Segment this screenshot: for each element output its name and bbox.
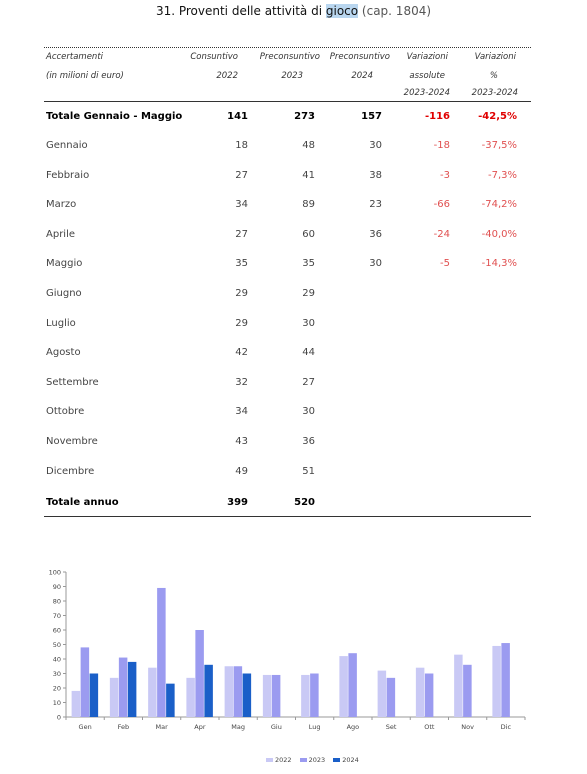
table-rule-end	[44, 516, 531, 517]
cell-v2022: 29	[235, 317, 248, 329]
hdr-col2b: 2023	[281, 71, 303, 81]
bar-2022-Ott	[416, 668, 425, 717]
cell-v2023: 30	[302, 406, 315, 418]
bar-2023-Apr	[195, 630, 204, 717]
bar-2022-Feb	[110, 678, 119, 717]
cell-v2023: 35	[302, 258, 315, 270]
row-total-jan-may: Totale Gennaio - Maggio 141 273 157 -116 -42,5%	[46, 111, 517, 122]
cell-pct: -40,0%	[481, 228, 517, 240]
bar-2022-Gen	[72, 691, 81, 717]
y-tick-label: 100	[48, 568, 61, 577]
header-rule-top	[44, 47, 531, 48]
hdr-col4b: assolute	[409, 71, 445, 81]
cell-v2023: 48	[302, 140, 315, 151]
cell-v2022: 35	[235, 258, 248, 270]
x-tick-label: Nov	[461, 723, 474, 731]
hdr-col4a: Variazioni	[406, 52, 448, 62]
y-tick-label: 10	[52, 699, 61, 707]
cell-v2022: 34	[235, 406, 248, 418]
hdr-col5a: Variazioni	[474, 52, 516, 62]
cell-v2023: 44	[302, 347, 315, 359]
cell-v2024: 36	[369, 228, 382, 240]
x-tick-label: Apr	[194, 723, 206, 731]
bar-2023-Ago	[348, 653, 357, 717]
y-tick-label: 70	[52, 612, 61, 620]
cell-label: Settembre	[46, 376, 99, 388]
bar-2024-Feb	[128, 662, 137, 717]
bar-2022-Mar	[148, 668, 157, 717]
table-row	[0, 318, 587, 332]
cell-label: Dicembre	[46, 465, 95, 477]
table-row	[0, 466, 587, 480]
hdr-col1b: 2022	[216, 71, 238, 81]
x-tick-label: Lug	[308, 723, 321, 731]
page-title: 31. Proventi delle attività di gioco (cap. 1804)	[155, 4, 432, 18]
y-tick-label: 0	[56, 713, 61, 722]
cell-label: Agosto	[46, 347, 81, 359]
cell-v2023: 29	[302, 288, 315, 299]
cell-pct: -37,5%	[481, 140, 517, 151]
cell-label: Ottobre	[46, 406, 85, 418]
x-tick-label: Giu	[270, 723, 282, 731]
cell-v2022: 29	[235, 288, 248, 299]
hdr-col2a: Preconsuntivo	[259, 52, 320, 62]
x-tick-label: Feb	[117, 723, 130, 731]
y-tick-label: 80	[52, 597, 61, 606]
cell-v2022: 27	[235, 228, 248, 240]
cell-v2023: 60	[302, 228, 315, 240]
bar-2023-Mag	[234, 666, 243, 717]
bar-2022-Ago	[339, 656, 348, 717]
cell-v2022: 49	[235, 465, 248, 477]
table-row	[0, 170, 587, 184]
cell-v2023: 36	[302, 436, 315, 447]
y-tick-label: 40	[52, 655, 61, 664]
hdr-col5b: %	[489, 71, 498, 81]
bar-2023-Set	[387, 678, 396, 717]
cell-label: Aprile	[46, 228, 76, 240]
cell-v2022: 42	[235, 347, 248, 359]
bar-2023-Mar	[157, 588, 166, 717]
hdr-col3b: 2024	[351, 71, 373, 81]
cell-label: Gennaio	[46, 140, 88, 151]
bar-2023-Feb	[119, 658, 128, 717]
chart-legend	[266, 756, 365, 764]
legend-2023: 2023	[300, 756, 326, 764]
cell-label: Marzo	[46, 199, 77, 211]
cell-label: Febbraio	[46, 169, 90, 181]
table-row	[0, 288, 587, 302]
cell-abs: -24	[433, 228, 450, 240]
x-tick-label: Dic	[500, 723, 512, 731]
row-total-year: Totale annuo 399 520	[46, 497, 315, 508]
cell-v2023: 89	[302, 199, 315, 211]
y-tick-label: 60	[52, 626, 61, 635]
legend-2024: 2024	[333, 756, 359, 764]
y-tick-label: 20	[52, 684, 61, 693]
title-highlight: gioco	[325, 4, 359, 18]
bar-2022-Nov	[454, 655, 463, 717]
table-row	[0, 347, 587, 361]
bar-2024-Mag	[243, 674, 252, 718]
cell-label: Maggio	[46, 258, 83, 270]
cell-v2024: 38	[369, 169, 382, 181]
table-row	[0, 258, 587, 272]
y-tick-label: 90	[52, 583, 61, 591]
y-tick-label: 30	[52, 670, 61, 678]
table-row	[0, 377, 587, 391]
legend-2022: 2022	[266, 756, 292, 764]
cell-v2023: 30	[302, 317, 315, 329]
bar-2023-Nov	[463, 665, 472, 717]
cell-pct: -74,2%	[481, 199, 517, 211]
x-tick-label: Ott	[424, 723, 435, 731]
cell-abs: -5	[440, 258, 450, 270]
header-rule-bottom	[44, 101, 531, 102]
hdr-col5c: 2023-2024	[471, 88, 518, 98]
cell-label: Luglio	[46, 317, 76, 329]
bar-2024-Gen	[90, 674, 99, 718]
bar-2022-Set	[378, 671, 387, 717]
cell-v2024: 23	[369, 199, 382, 211]
bar-2022-Mag	[225, 666, 234, 717]
cell-pct: -7,3%	[487, 169, 517, 181]
hdr-col1a: Consuntivo	[190, 52, 238, 62]
bar-2023-Lug	[310, 674, 319, 718]
bar-2024-Mar	[166, 684, 175, 717]
table-row	[0, 199, 587, 213]
table-row	[0, 229, 587, 243]
bar-2024-Apr	[204, 665, 213, 717]
hdr-label1: Accertamenti	[46, 52, 104, 62]
x-tick-label: Gen	[78, 723, 92, 731]
table-row	[0, 436, 587, 450]
bar-2022-Lug	[301, 675, 310, 717]
hdr-col3a: Preconsuntivo	[329, 52, 390, 62]
bar-2022-Dic	[492, 646, 501, 717]
title-cap: (cap. 1804)	[358, 4, 432, 18]
cell-v2022: 32	[235, 376, 248, 388]
x-tick-label: Set	[385, 723, 397, 731]
x-tick-label: Ago	[346, 723, 360, 731]
table-row	[0, 140, 587, 154]
hdr-col4c: 2023-2024	[403, 88, 450, 98]
x-tick-label: Mag	[231, 723, 245, 731]
cell-v2024: 30	[369, 140, 382, 151]
bar-2022-Apr	[186, 678, 195, 717]
cell-abs: -3	[440, 169, 450, 181]
table-row	[0, 406, 587, 420]
monthly-bar-chart	[0, 560, 587, 750]
bar-2023-Dic	[501, 643, 510, 717]
x-tick-label: Mar	[155, 723, 168, 731]
cell-v2022: 43	[235, 436, 248, 447]
y-tick-label: 50	[52, 641, 61, 649]
bar-2023-Ott	[425, 674, 434, 718]
bar-2023-Gen	[81, 647, 90, 717]
hdr-label2: (in milioni di euro)	[46, 71, 124, 81]
cell-abs: -66	[433, 199, 450, 211]
cell-pct: -14,3%	[481, 258, 517, 270]
cell-label: Novembre	[46, 436, 98, 447]
cell-v2024: 30	[369, 258, 382, 270]
cell-abs: -18	[433, 140, 450, 151]
cell-v2023: 51	[302, 465, 315, 477]
cell-v2023: 41	[302, 169, 315, 181]
cell-v2022: 18	[235, 140, 248, 151]
cell-v2023: 27	[302, 376, 315, 388]
cell-v2022: 34	[235, 199, 248, 211]
bar-2023-Giu	[272, 675, 281, 717]
bar-2022-Giu	[263, 675, 272, 717]
cell-v2022: 27	[235, 169, 248, 181]
cell-label: Giugno	[46, 288, 82, 299]
